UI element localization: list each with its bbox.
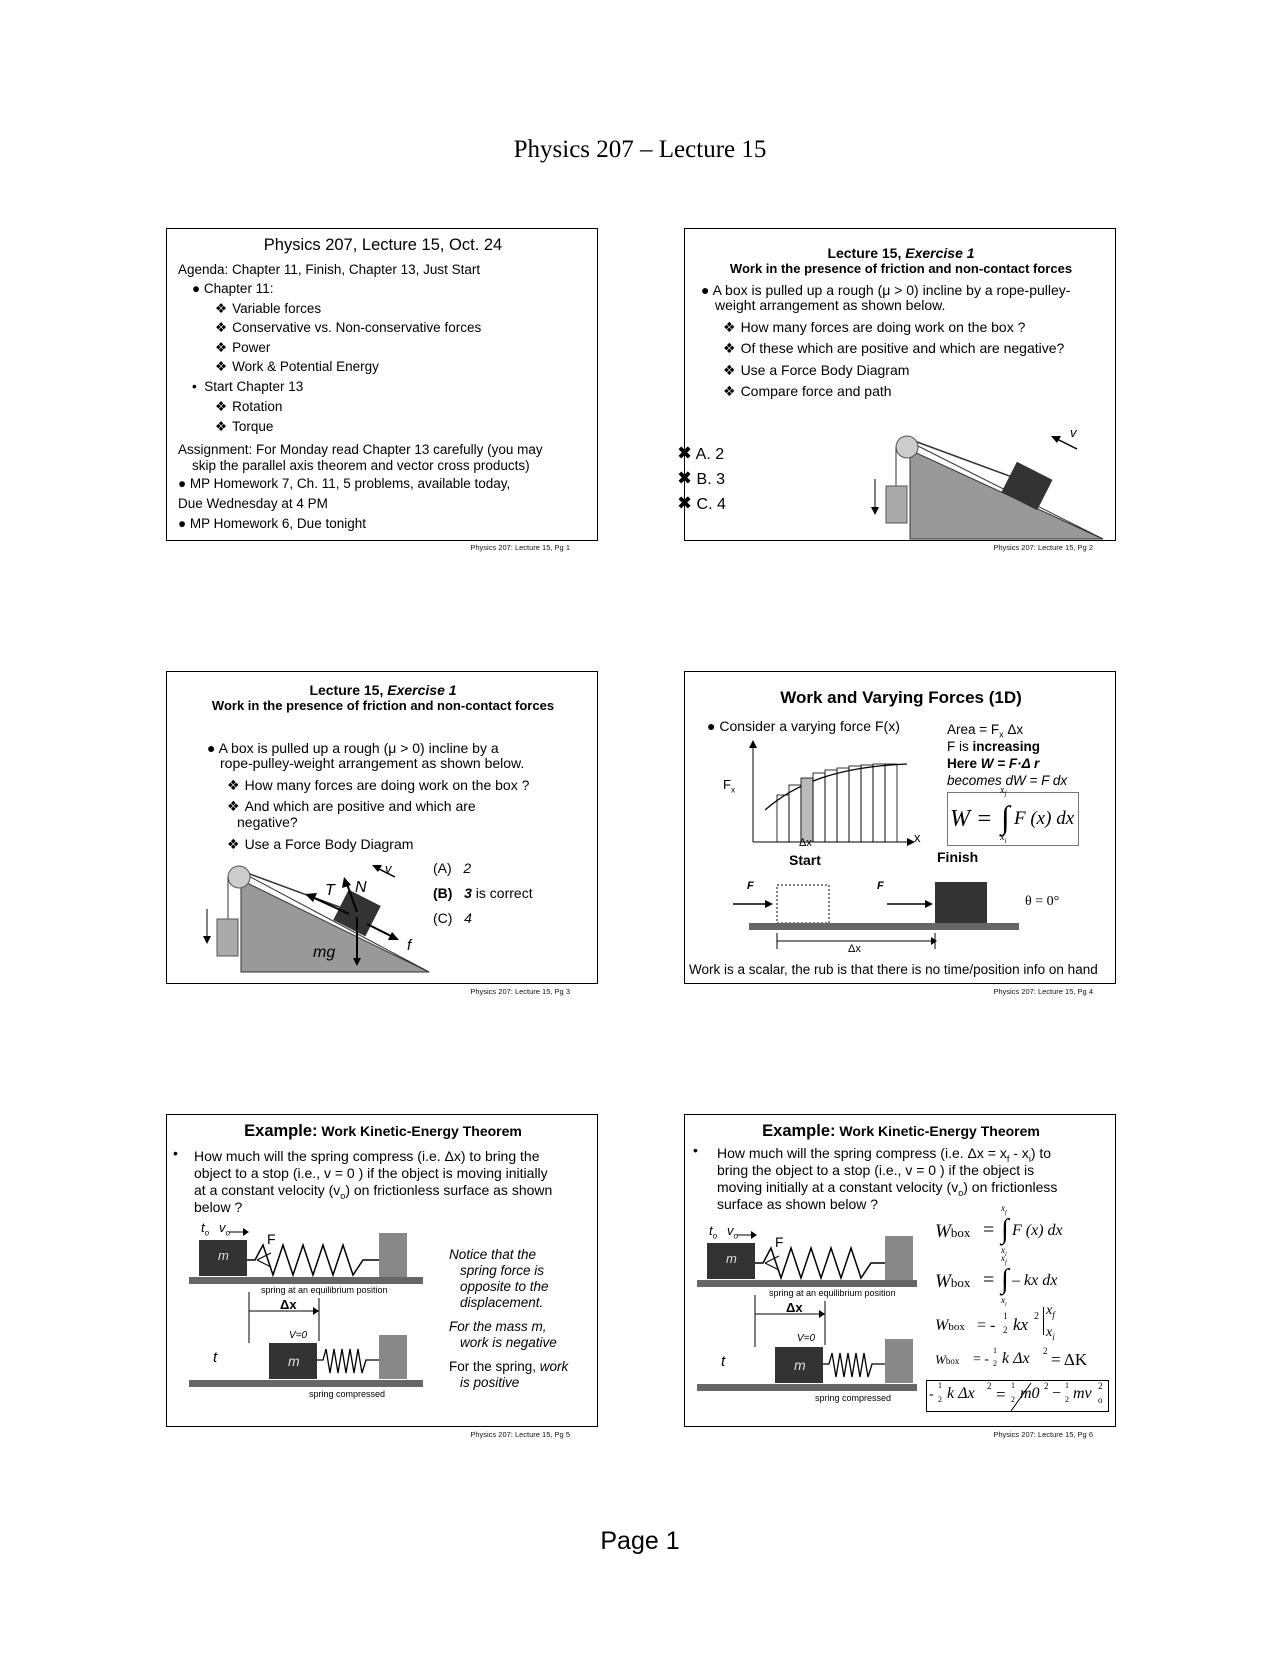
chapter11-label: Chapter 11: (203, 281, 274, 296)
mass-label-2: m (794, 1357, 806, 1373)
t-label: t (721, 1353, 726, 1370)
slide-title: Physics 207, Lecture 15, Oct. 24 (263, 236, 503, 254)
force-graph (685, 672, 1117, 985)
diamond-bullet-icon: ❖ (215, 419, 228, 434)
slide-title: Work and Varying Forces (1D) (780, 688, 1022, 707)
slide-title: Example: Work Kinetic-Energy Theorem (244, 1122, 522, 1140)
w-box-3: Wbox (935, 1317, 965, 1334)
w-box-4: Wbox (935, 1352, 960, 1367)
note-line-3: opposite to the (460, 1279, 549, 1294)
page-title: Physics 207 – Lecture 15 (513, 136, 767, 163)
friction-label: f (407, 937, 412, 954)
bullet-line: ● Consider a varying force F(x) (707, 718, 900, 734)
compressed-label: spring compressed (815, 1393, 892, 1403)
list-item-cont: negative? (237, 814, 298, 830)
diamond-bullet-icon: ❖ (227, 836, 240, 852)
spring-force-label: F (267, 1231, 276, 1247)
bottom-note: Work is a scalar, the rub is that there is no time/position info on hand (689, 962, 1098, 977)
option-a: (A) 2 (433, 860, 472, 876)
note-line-7: For the spring, work (449, 1359, 569, 1374)
question-line-1: How much will the spring compress (i.e. $\Delta x = x_f - x_i$) to (717, 1145, 1052, 1164)
slide-footer: Physics 207: Lecture 15, Pg 6 (993, 1430, 1093, 1439)
note-line-6: work is negative (460, 1335, 557, 1350)
bullet-line-2: weight arrangement as shown below. (715, 297, 946, 313)
question-line-4: surface as shown below ? (717, 1196, 879, 1212)
slide-5 (166, 1114, 598, 1427)
due-line: Due Wednesday at 4 PM (178, 496, 328, 511)
spring-force-label: F (775, 1234, 784, 1250)
agenda-line: Agenda: Chapter 11, Finish, Chapter 13, Just Start (178, 262, 481, 277)
slide-1 (166, 228, 598, 541)
slide-subtitle: Work in the presence of friction and non-contact forces (211, 698, 555, 713)
strike-through-line (927, 1381, 1108, 1411)
mass-label: m (726, 1251, 737, 1266)
v0-label: $v_o$ (219, 1220, 230, 1238)
list-item: ❖ Compare force and path (723, 383, 892, 399)
note-line-1: Notice that the (449, 1247, 537, 1262)
list-item: ❖ Variable forces (215, 301, 322, 316)
note-line-8: is positive (460, 1375, 520, 1390)
slide-footer: Physics 207: Lecture 15, Pg 2 (993, 543, 1093, 552)
equilibrium-label: spring at an equilibrium position (261, 1285, 388, 1295)
dx-label-bottom: Δx (848, 943, 861, 955)
bullet-line-2: rope-pulley-weight arrangement as shown below. (220, 755, 525, 771)
t-label: t (213, 1349, 218, 1366)
incline-diagram (685, 229, 1117, 542)
diamond-bullet-icon: ❖ (227, 777, 240, 793)
diamond-bullet-icon: ❖ (215, 340, 228, 355)
list-item: ❖ Work & Potential Energy (215, 359, 379, 374)
area-text: Area = $F_x$ Δx (947, 722, 1024, 740)
force-label-finish: F (877, 880, 884, 892)
tension-label: T (325, 882, 335, 899)
option-b: (B) 3 is correct (433, 885, 533, 901)
list-item: ❖ Use a Force Body Diagram (227, 836, 414, 852)
question-line-2: object to a stop (i.e., v = 0 ) if the object is moving initially (194, 1165, 548, 1181)
slide-footer: Physics 207: Lecture 15, Pg 4 (993, 987, 1093, 996)
diamond-bullet-icon: ❖ (723, 383, 736, 399)
slide-footer: Physics 207: Lecture 15, Pg 1 (470, 543, 570, 552)
choice-c: ✖ C. 4 (677, 493, 726, 513)
t0-label: $t_o$ (709, 1223, 718, 1241)
page-number: Page 1 (600, 1527, 680, 1555)
list-item: ❖ Rotation (215, 399, 283, 414)
question-line-3: at a constant velocity $(v_o)$ on frictionless surface as shown (194, 1182, 553, 1201)
t0-label: $t_o$ (201, 1220, 210, 1238)
note-line-5: For the mass m, (449, 1319, 547, 1334)
force-body-diagram (167, 672, 599, 985)
slide-title: Example: Work Kinetic-Energy Theorem (762, 1122, 1040, 1140)
diamond-bullet-icon: ❖ (723, 340, 736, 356)
bullet-dot: • (693, 1142, 698, 1158)
bullet-line-1: ● A box is pulled up a rough (μ > 0) incline by a rope-pulley- (701, 282, 1071, 298)
diamond-bullet-icon: ❖ (723, 362, 736, 378)
question-line-4: below ? (194, 1199, 243, 1215)
final-equation-box: - 1 2 k Δx 2 = 1 2 m0 2 − 1 2 mv 2 o (926, 1380, 1109, 1412)
list-item: ❖ And which are positive and which are (227, 798, 476, 814)
gravity-label: mg (313, 944, 336, 961)
slide-2 (677, 228, 1116, 541)
choice-a: ✖ A. 2 (677, 443, 725, 463)
increasing-text: F is increasing (947, 739, 1041, 754)
list-item: ❖ How many forces are doing work on the box ? (723, 319, 1026, 335)
mass-label: m (218, 1248, 229, 1263)
slide-title: Lecture 15, Exercise 1 (827, 245, 975, 261)
slide-title: Lecture 15, Exercise 1 (309, 682, 457, 698)
force-label-start: F (747, 880, 754, 892)
slide-6 (684, 1114, 1116, 1427)
start-label: Start (789, 852, 821, 868)
bullet-dot: • (173, 1145, 178, 1161)
x-mark-icon: ✖ (677, 468, 693, 488)
finish-label: Finish (937, 849, 979, 865)
w-box-2: Wbox (935, 1271, 971, 1292)
compressed-label: spring compressed (309, 1389, 386, 1399)
dx-label: Δx (799, 837, 812, 849)
assignment-line-2: skip the parallel axis theorem and vector cross products) (192, 458, 530, 473)
equilibrium-label: spring at an equilibrium position (769, 1288, 896, 1298)
slide-subtitle: Work in the presence of friction and non-contact forces (729, 261, 1073, 276)
dx-label: Δx (280, 1297, 297, 1312)
diamond-bullet-icon: ❖ (215, 399, 228, 414)
slide-footer: Physics 207: Lecture 15, Pg 3 (470, 987, 570, 996)
velocity-label: v (385, 861, 392, 876)
option-c: (C) 4 (433, 910, 472, 926)
list-item: ❖ Use a Force Body Diagram (723, 362, 910, 378)
question-line-1: How much will the spring compress (i.e. Δx) to bring the (194, 1148, 540, 1164)
x-mark-icon: ✖ (677, 493, 693, 513)
x-axis-label: x (914, 830, 921, 845)
diamond-bullet-icon: ❖ (215, 320, 228, 335)
diamond-bullet-icon: ❖ (215, 301, 228, 316)
dx-label: Δx (786, 1300, 803, 1315)
v-zero-label: V=0 (289, 1330, 308, 1341)
homework7-line: ● MP Homework 7, Ch. 11, 5 problems, available today, (178, 476, 511, 491)
list-item: ❖ Power (215, 340, 271, 355)
choice-b: ✖ B. 3 (677, 468, 726, 488)
list-item: ❖ Of these which are positive and which are negative? (723, 340, 1065, 356)
note-line-2: spring force is (460, 1263, 545, 1278)
list-item: ❖ How many forces are doing work on the box ? (227, 777, 530, 793)
fx-axis-label: $F_x$ (723, 777, 735, 795)
diamond-bullet-icon: ❖ (215, 359, 228, 374)
slide-3 (166, 671, 598, 984)
chapter13-bullet: • Start Chapter 13 (192, 379, 304, 394)
diamond-bullet-icon: ❖ (723, 319, 736, 335)
note-line-4: displacement. (460, 1295, 544, 1310)
here-text: Here W = F·Δ r (947, 756, 1040, 771)
normal-label: N (355, 879, 367, 896)
diamond-bullet-icon: ❖ (227, 798, 240, 814)
assignment-line-1: Assignment: For Monday read Chapter 13 carefully (you may (178, 442, 543, 457)
theta-label: θ = 0° (1025, 894, 1060, 909)
list-item: ❖ Conservative vs. Non-conservative forces (215, 320, 482, 335)
becomes-text: becomes dW = F dx (947, 773, 1068, 788)
v0-label: $v_o$ (727, 1223, 738, 1241)
list-item: ❖ Torque (215, 419, 274, 434)
slide-footer: Physics 207: Lecture 15, Pg 5 (470, 1430, 570, 1439)
question-line-2: bring the object to a stop (i.e., v = 0 ) if the object is (717, 1162, 1035, 1178)
velocity-label: v (1070, 425, 1077, 440)
x-mark-icon: ✖ (677, 443, 693, 463)
mass-label-2: m (288, 1353, 300, 1369)
energy-equations: Wbox = ∫ F (x) dx $x_f$ $x_i$ Wbox = ∫ – kx dx $x_f$ $x_i$ Wbox = - 1 2 kx 2 $x_f$ $x_i$ Wbox = - 1 2 k Δx 2 = ΔK - 1 2 k Δx 2 = 1 2 m0 2 − 1 2 mv 2 o (935, 1215, 1115, 1425)
work-integral-equation: W = ∫ F (x) dx $x_f$ $x_i$ (947, 792, 1079, 846)
homework6-line: ● MP Homework 6, Due tonight (178, 516, 366, 531)
bullet-line-1: ● A box is pulled up a rough (μ > 0) incline by a (207, 740, 499, 756)
v-zero-label: V=0 (797, 1333, 816, 1344)
chapter11-bullet: ● Chapter 11: (192, 281, 274, 296)
question-line-3: moving initially at a constant velocity $(v_o)$ on frictionless (717, 1179, 1058, 1198)
slide-4 (684, 671, 1116, 984)
chapter13-label: Start Chapter 13 (204, 379, 304, 394)
w-box-1: Wbox (935, 1221, 971, 1242)
